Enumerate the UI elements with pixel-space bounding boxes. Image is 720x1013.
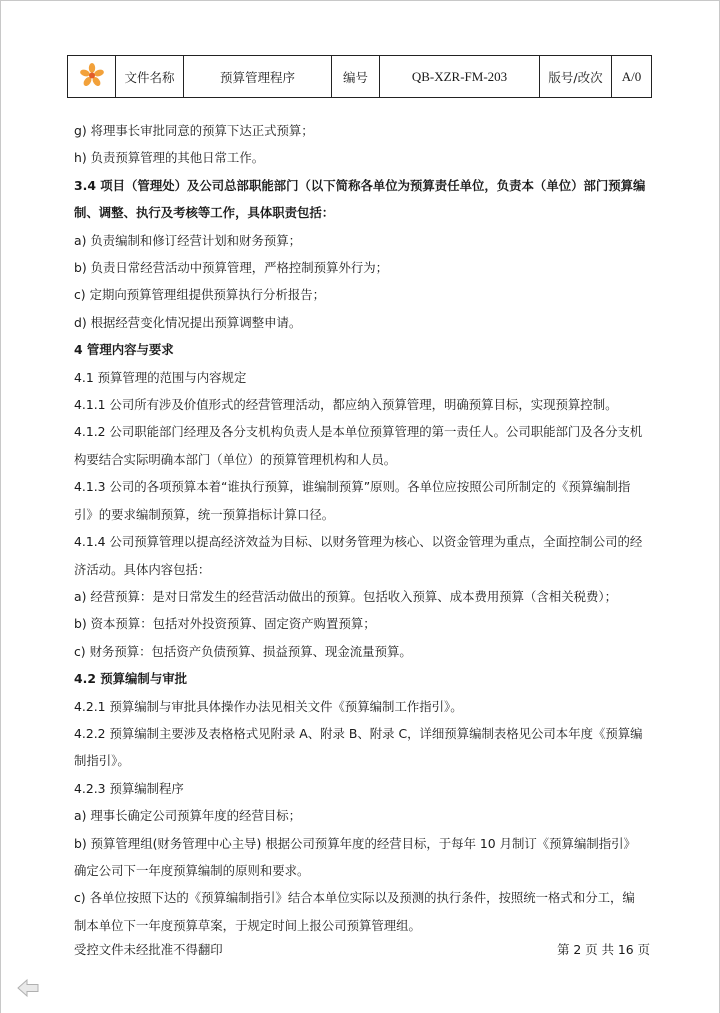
footer-page-number: 第 2 页 共 16 页 [557,942,650,957]
section-heading: 4 管理内容与要求 [74,342,174,358]
text-line: b) 预算管理组(财务管理中心主导) 根据公司预算年度的经营目标，于每年 10 月制订《预算编制指引》 [74,835,636,851]
section-heading-line: 制、调整、执行及考核等工作，具体职责包括： [74,205,335,221]
doc-number-value: QB-XZR-FM-203 [380,56,540,98]
page-border-top [0,0,720,1]
text-line: a) 理事长确定公司预算年度的经营目标； [74,808,302,824]
company-logo-cell [68,56,116,98]
text-line: b) 资本预算：包括对外投资预算、固定资产购置预算； [74,616,376,632]
text-line: c) 定期向预算管理组提供预算执行分析报告； [74,287,326,303]
text-line: a) 负责编制和修订经营计划和财务预算； [74,232,302,248]
text-line: 4.1.3 公司的各项预算本着“谁执行预算，谁编制预算”原则。各单位应按照公司所制定的《预算编制指 [74,479,631,495]
text-line: 4.1.1 公司所有涉及价值形式的经营管理活动，都应纳入预算管理，明确预算目标，实现预算控制。 [74,397,618,413]
doc-number-label: 编号 [332,56,380,98]
text-line: 4.1.2 公司职能部门经理及各分支机构负责人是本单位预算管理的第一责任人。公司职能部门及各分支机 [74,424,643,440]
document-header-table [67,55,652,98]
text-line: 4.2.1 预算编制与审批具体操作办法见相关文件《预算编制工作指引》。 [74,698,463,714]
text-line: 4.2.3 预算编制程序 [74,780,184,796]
text-line: 4.2.2 预算编制主要涉及表格格式见附录 A、附录 B、附录 C，详细预算编制表格见公司本年度《预算编 [74,725,643,741]
text-line: 确定公司下一年度预算编制的原则和要求。 [74,862,310,878]
text-line: 构要结合实际明确本部门（单位）的预算管理机构和人员。 [74,451,397,467]
footer-control-notice: 受控文件未经批准不得翻印 [74,942,223,957]
text-line: 济活动。具体内容包括： [74,561,211,577]
text-line: a) 经营预算：是对日常发生的经营活动做出的预算。包括收入预算、成本费用预算（含相关税费）； [74,588,617,604]
text-line: 4.1 预算管理的范围与内容规定 [74,369,247,385]
text-line: b) 负责日常经营活动中预算管理，严格控制预算外行为； [74,260,389,276]
version-value: A/0 [612,56,652,98]
text-line: 制指引》。 [74,753,130,769]
doc-name-value: 预算管理程序 [184,56,332,98]
text-line: c) 财务预算：包括资产负债预算、损益预算、现金流量预算。 [74,643,412,659]
back-arrow-icon[interactable] [16,978,40,998]
document-body [74,117,656,939]
doc-name-label: 文件名称 [116,56,184,98]
text-line: 制本单位下一年度预算草案，于规定时间上报公司预算管理组。 [74,917,421,933]
text-line: g) 将理事长审批同意的预算下达正式预算； [74,123,314,138]
section-heading-line: 3.4 项目（管理处）及公司总部职能部门（以下简称各单位为预算责任单位，负责本（单位）部门预算编 [74,177,646,193]
page-border-left [0,0,1,1013]
text-line: 4.1.4 公司预算管理以提高经济效益为目标、以财务管理为核心、以资金管理为重点，全面控制公司的经 [74,534,643,550]
text-line: c) 各单位按照下达的《预算编制指引》结合本单位实际以及预测的执行条件，按照统一格式和分工，编 [74,890,635,906]
section-heading: 4.2 预算编制与审批 [74,671,187,687]
company-logo-icon [79,62,105,88]
version-label: 版号/改次 [540,56,612,98]
text-line: 引》的要求编制预算，统一预算指标计算口径。 [74,506,335,522]
text-line: h) 负责预算管理的其他日常工作。 [74,150,265,166]
text-line: d) 根据经营变化情况提出预算调整申请。 [74,314,302,330]
